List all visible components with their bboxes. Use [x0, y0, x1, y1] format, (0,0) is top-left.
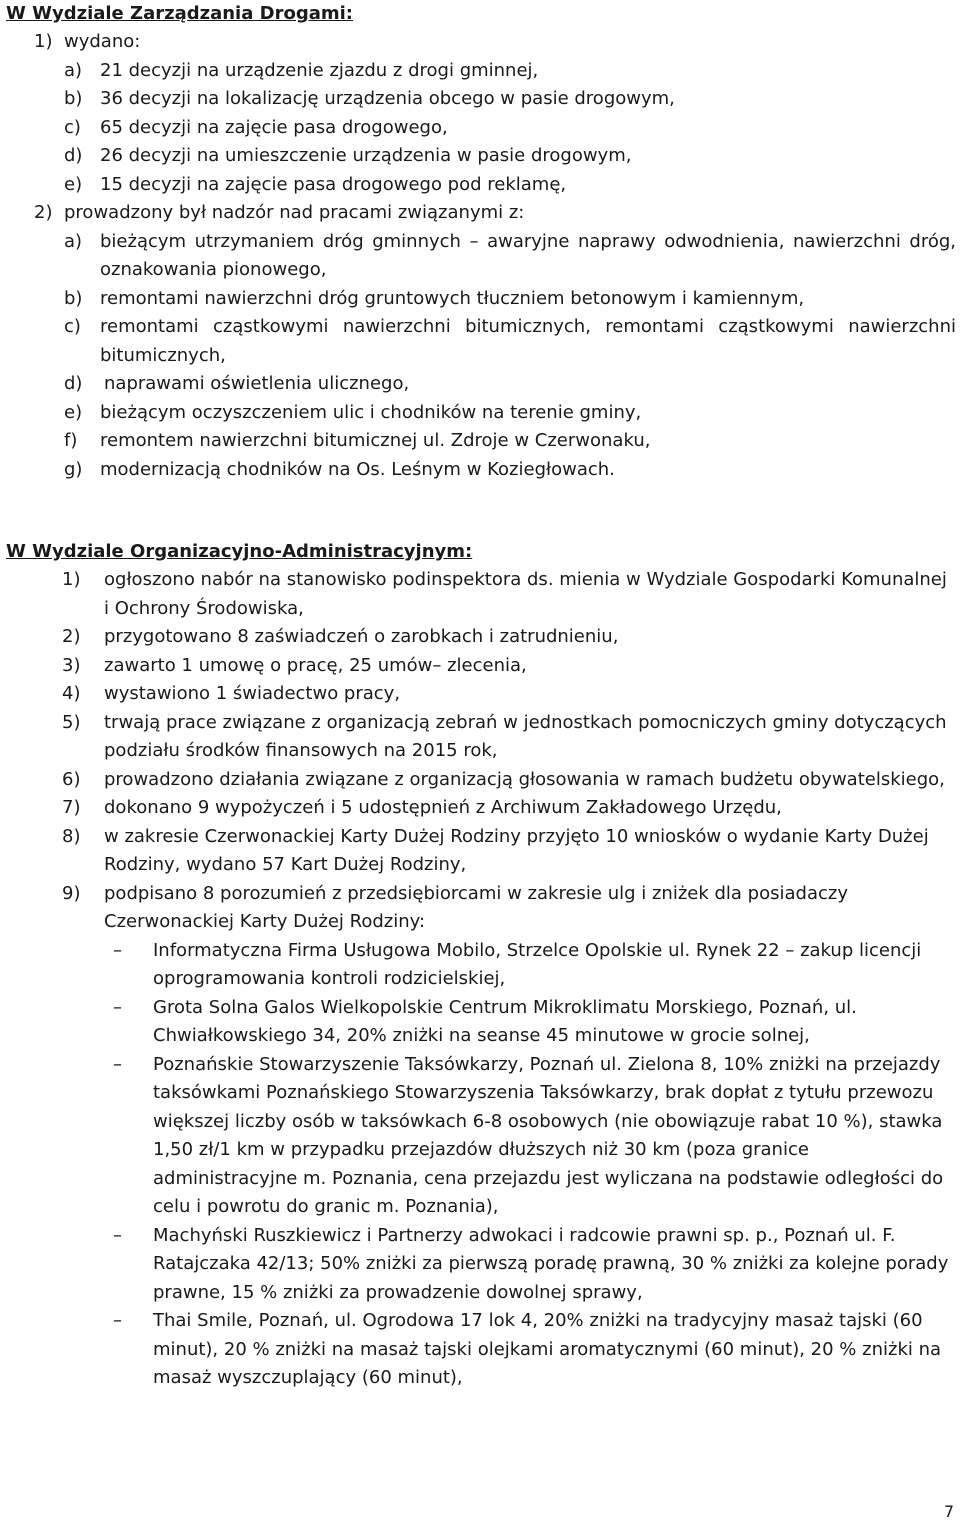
dash-bullet: –	[113, 1053, 122, 1075]
sub-list-item	[0, 114, 960, 143]
list-item	[0, 766, 960, 795]
item-text: bieżącym utrzymaniem dróg gminnych – awaryjne naprawy odwodnienia, nawierzchni dróg, oznakowania pionowego,	[100, 230, 956, 280]
sub-list-item	[0, 427, 960, 456]
sub-list-item	[0, 456, 960, 485]
item-text: wystawiono 1 świadectwo pracy,	[104, 683, 401, 704]
item-text: 21 decyzji na urządzenie zjazdu z drogi gminnej,	[100, 59, 539, 81]
sub-list-item	[0, 370, 960, 399]
item-label: c)	[64, 316, 81, 337]
item-text: Machyński Ruszkiewicz i Partnerzy adwokaci i radcowie prawni sp. p., Poznań ul. F. Ratajczaka 42/13; 50% zniżki za pierwszą poradę prawną, 30 % zniżki za kolejne porady prawne, 15 % zniżki za prowadzenie dowolnej sprawy,	[153, 1224, 949, 1303]
item-text: podpisano 8 porozumień z przedsiębiorcami w zakresie ulg i zniżek dla posiadaczy Czerwonackiej Karty Dużej Rodziny:	[104, 882, 848, 932]
item-text: 36 decyzji na lokalizację urządzenia obcego w pasie drogowym,	[100, 88, 675, 109]
list-item	[0, 566, 960, 623]
item-text: dokonano 9 wypożyczeń i 5 udostępnień z Archiwum Zakładowego Urzędu,	[104, 797, 782, 818]
item-text: Thai Smile, Poznań, ul. Ogrodowa 17 lok 4, 20% zniżki na tradycyjny masaż tajski (60 minut), 20 % zniżki na masaż tajski olejkami aromatycznymi (60 minut), 20 % zniżki na masaż wyszczuplający (60 minut),	[153, 1310, 942, 1388]
sub-list-item	[0, 285, 960, 314]
sub-list-item	[0, 313, 960, 370]
dash-bullet: –	[113, 1310, 122, 1331]
item-label: 2)	[34, 202, 53, 223]
item-text: ogłoszono nabór na stanowisko podinspektora ds. mienia w Wydziale Gospodarki Komunalnej i Ochrony Środowiska,	[104, 569, 947, 619]
item-label: g)	[64, 458, 83, 480]
list-item	[0, 880, 960, 937]
dash-bullet: –	[113, 939, 122, 961]
item-label: a)	[64, 59, 83, 81]
item-text: trwają prace związane z organizacją zebrań w jednostkach pomocniczych gminy dotyczących podziału środków finansowych na 2015 rok,	[104, 711, 947, 761]
item-label: 3)	[62, 654, 81, 676]
dash-list-item	[0, 1307, 960, 1393]
dash-list-item	[0, 994, 960, 1051]
item-label: 5)	[62, 711, 81, 733]
item-label: 7)	[62, 797, 81, 818]
sub-list-item	[0, 171, 960, 200]
item-label: 9)	[62, 882, 81, 904]
item-text: naprawami oświetlenia ulicznego,	[104, 373, 410, 394]
item-text: prowadzony był nadzór nad pracami związanymi z:	[64, 202, 525, 223]
sub-list-item	[0, 399, 960, 428]
sub-list-item	[0, 142, 960, 171]
item-label: d)	[64, 145, 83, 166]
sub-list-item	[0, 228, 960, 285]
list-item	[0, 709, 960, 766]
section-admin-list	[0, 566, 960, 1393]
sub-list-item	[0, 57, 960, 86]
page-number: 7	[943, 1502, 954, 1521]
item-text: Grota Solna Galos Wielkopolskie Centrum Mikroklimatu Morskiego, Poznań, ul. Chwiałkowskiego 34, 20% zniżki na seanse 45 minutowe w grocie solnej,	[153, 996, 857, 1046]
dash-bullet: –	[113, 1224, 122, 1246]
item-label: f)	[64, 430, 78, 451]
item-text: Poznańskie Stowarzyszenie Taksówkarzy, Poznań ul. Zielona 8, 10% zniżki na przejazdy taksówkami Poznańskiego Stowarzyszenia Taksówkarzy, brak dopłat z tytułu przewozu większej liczby osób w taksówkach 6-8 osobowych (nie obowiązuje rabat 10 %), stawka 1,50 zł/1 km w przypadku przejazdów dłuższych niż 30 km (poza granice administracyjne m. Poznania, cena przejazdu jest wyliczana na podstawie odległości do celu i powrotu do granic m. Poznania),	[153, 1053, 944, 1217]
item-text: 15 decyzji na zajęcie pasa drogowego pod reklamę,	[100, 173, 567, 195]
item-label: 1)	[62, 569, 81, 590]
item-label: 6)	[62, 768, 81, 790]
section-heading-roads: W Wydziale Zarządzania Drogami:	[6, 3, 353, 24]
list-item	[0, 28, 960, 57]
item-text: przygotowano 8 zaświadczeń o zarobkach i zatrudnieniu,	[104, 626, 619, 647]
item-text: 26 decyzji na umieszczenie urządzenia w pasie drogowym,	[100, 145, 632, 166]
item-label: c)	[64, 116, 81, 138]
dash-list-item	[0, 937, 960, 994]
list-item	[0, 823, 960, 880]
dash-bullet: –	[113, 996, 122, 1018]
dash-list-item	[0, 1222, 960, 1308]
dash-list-item	[0, 1051, 960, 1222]
item-text: w zakresie Czerwonackiej Karty Dużej Rodziny przyjęto 10 wniosków o wydanie Karty Dużej Rodziny, wydano 57 Kart Dużej Rodziny,	[104, 825, 929, 875]
section-heading-admin: W Wydziale Organizacyjno-Administracyjnym:	[6, 541, 473, 562]
item-label: 8)	[62, 825, 81, 847]
item-text: wydano:	[64, 31, 141, 52]
list-item	[0, 794, 960, 823]
item-text: prowadzono działania związane z organizacją głosowania w ramach budżetu obywatelskiego,	[104, 768, 945, 790]
item-text: Informatyczna Firma Usługowa Mobilo, Strzelce Opolskie ul. Rynek 22 – zakup licencji oprogramowania kontroli rodzicielskiej,	[153, 939, 922, 989]
item-label: a)	[64, 230, 83, 252]
item-label: d)	[64, 373, 83, 394]
list-item	[0, 199, 960, 228]
item-text: remontami cząstkowymi nawierzchni bitumicznych, remontami cząstkowymi nawierzchni bitumicznych,	[100, 316, 956, 366]
list-item	[0, 623, 960, 652]
item-label: 4)	[62, 683, 81, 704]
item-text: bieżącym oczyszczeniem ulic i chodników na terenie gminy,	[100, 401, 642, 423]
item-text: 65 decyzji na zajęcie pasa drogowego,	[100, 116, 448, 138]
item-text: remontami nawierzchni dróg gruntowych tłuczniem betonowym i kamiennym,	[100, 287, 805, 309]
section-roads-list	[0, 28, 960, 484]
item-text: remontem nawierzchni bitumicznej ul. Zdroje w Czerwonaku,	[100, 430, 651, 451]
item-label: e)	[64, 173, 83, 195]
item-label: e)	[64, 401, 83, 423]
item-label: b)	[64, 88, 83, 109]
item-text: modernizacją chodników na Os. Leśnym w Koziegłowach.	[100, 458, 615, 480]
item-label: b)	[64, 287, 83, 309]
list-item	[0, 652, 960, 681]
item-label: 2)	[62, 626, 81, 647]
sub-list-item	[0, 85, 960, 114]
item-label: 1)	[34, 31, 53, 52]
list-item	[0, 680, 960, 709]
item-text: zawarto 1 umowę o pracę, 25 umów– zlecenia,	[104, 654, 527, 676]
